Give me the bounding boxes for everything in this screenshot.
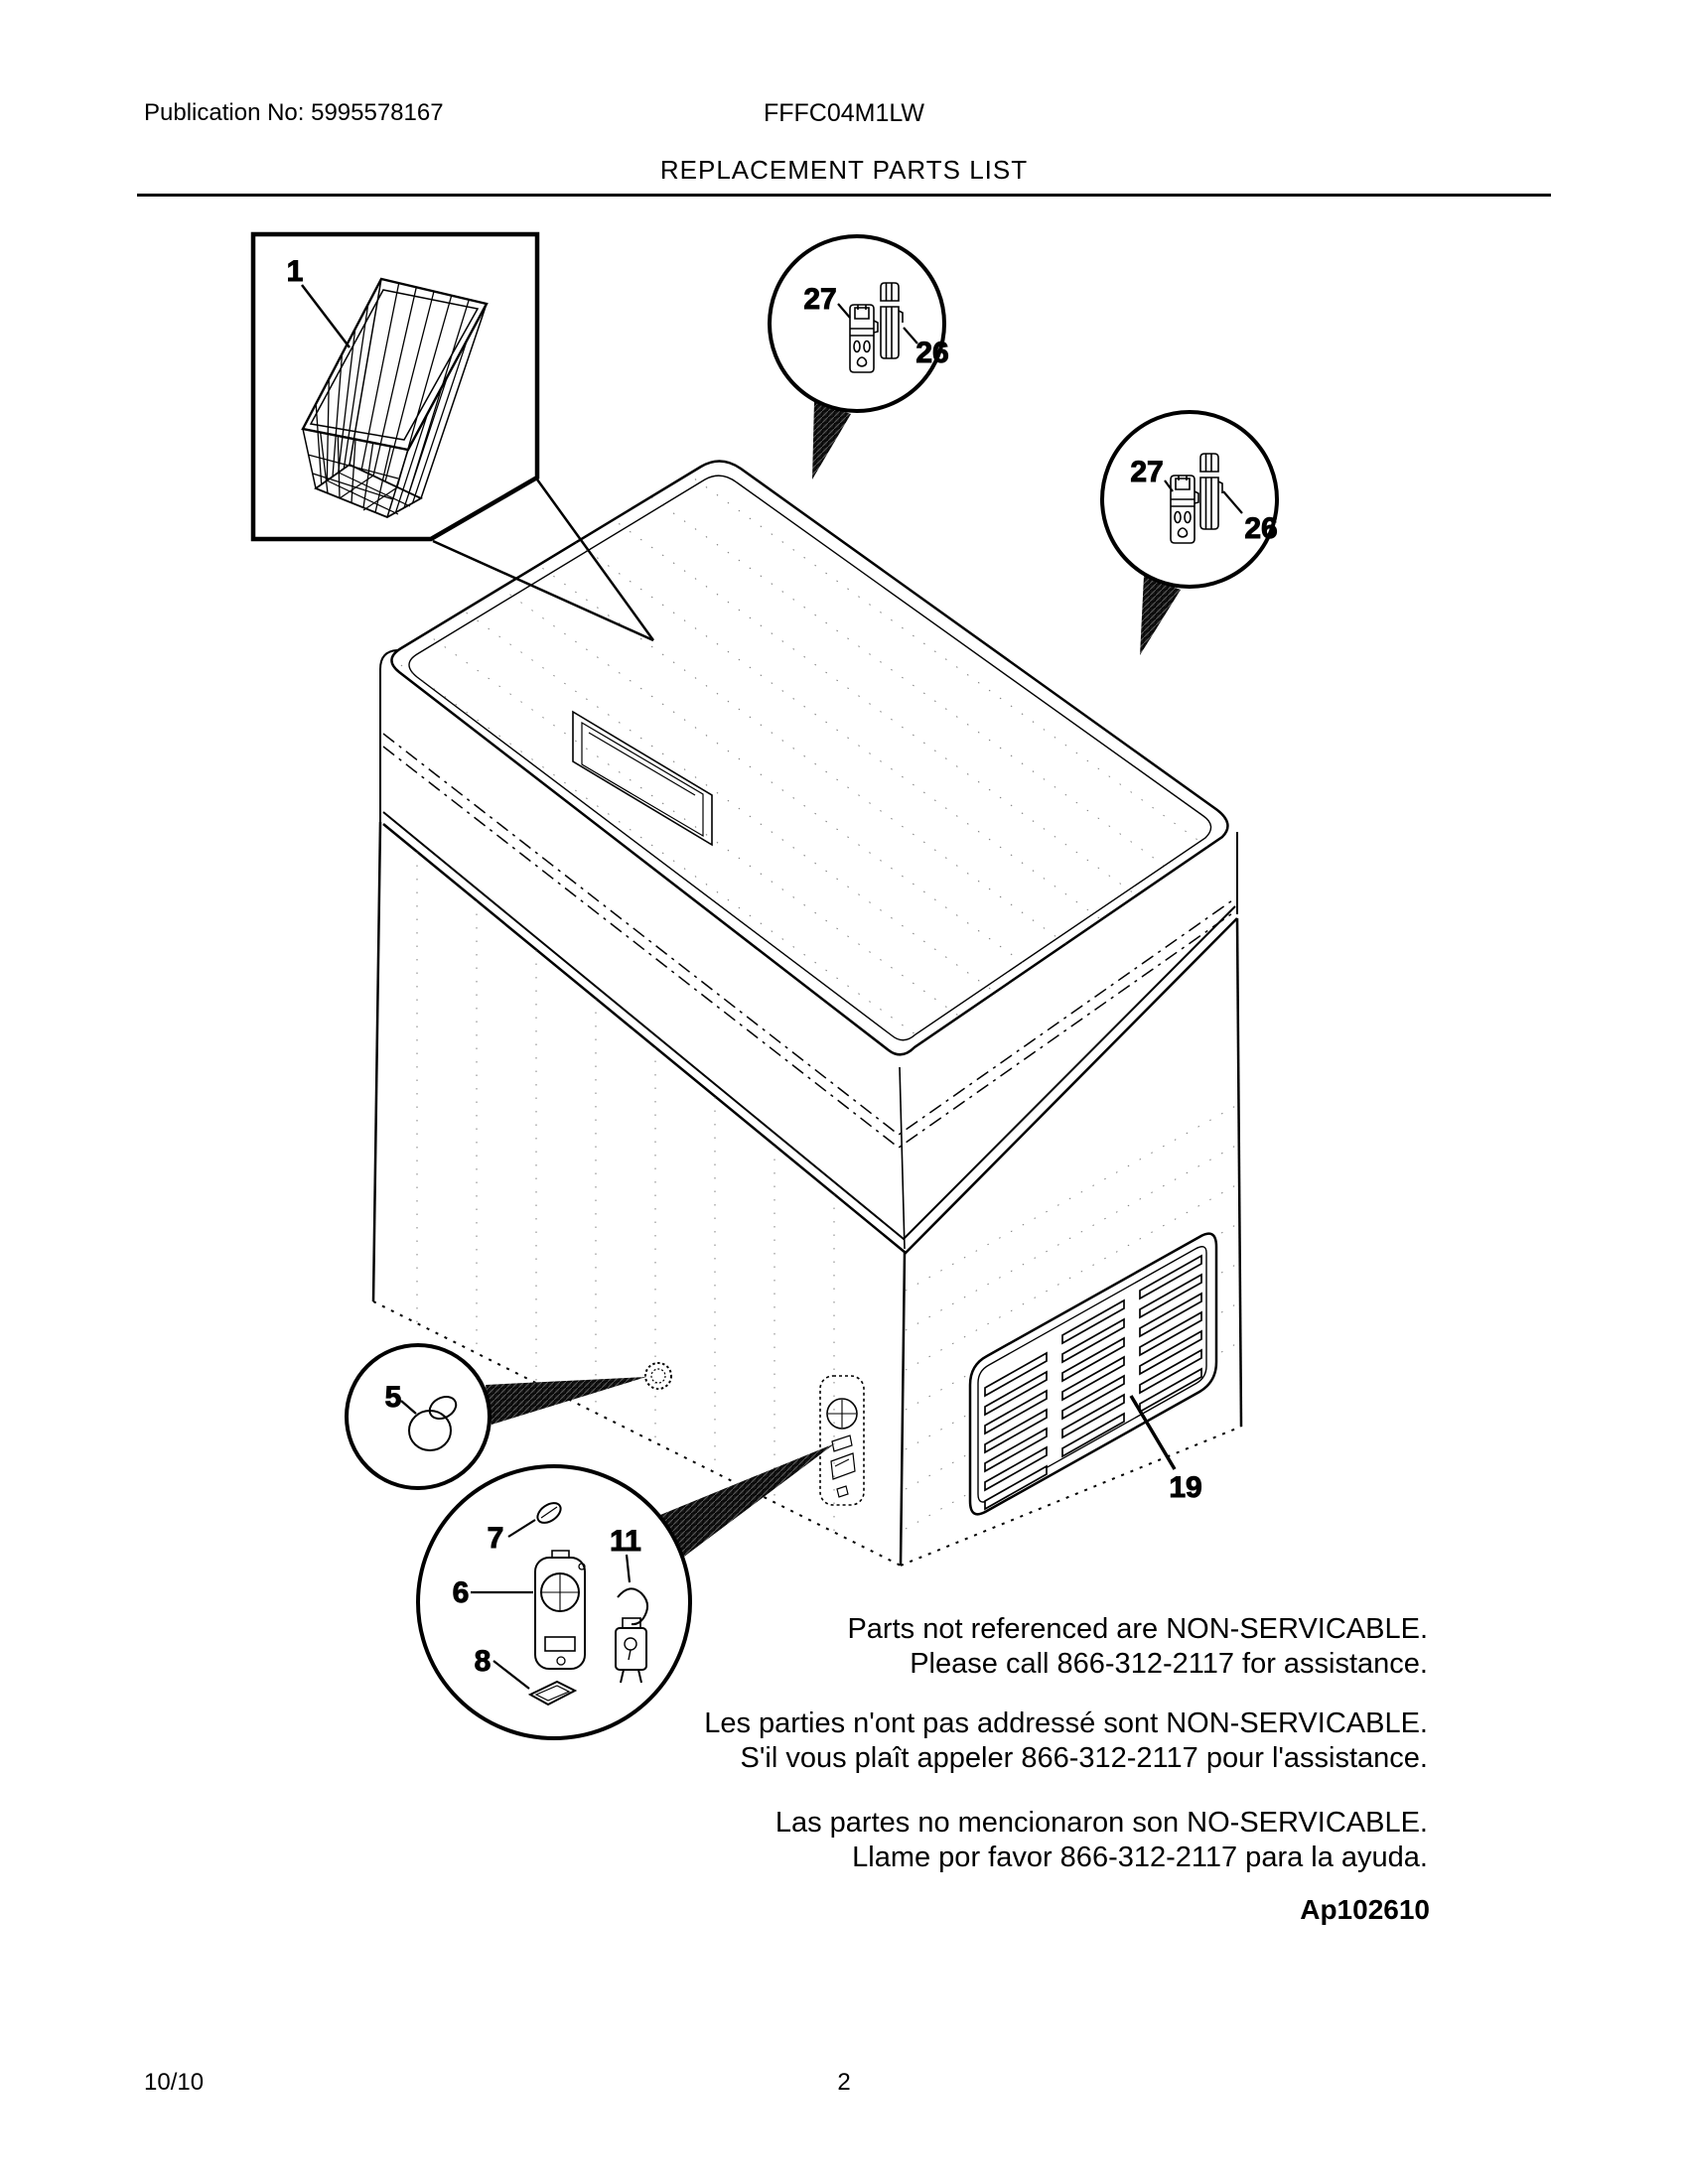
footer-page-number: 2 (837, 2069, 851, 2096)
page-title: REPLACEMENT PARTS LIST (659, 155, 1029, 185)
note-french-line2: S'il vous plaît appeler 866-312-2117 pour l'assistance. (740, 1742, 1428, 1774)
leader-basket (302, 285, 350, 347)
note-spanish (775, 1806, 1428, 1875)
callout-circle-27-26-b (1102, 412, 1278, 587)
callout-19 (1131, 1396, 1202, 1504)
note-spanish-line2: Llame por favor 866-312-2117 para la ayuda. (852, 1842, 1428, 1873)
callout-label-26b: 26 (1244, 512, 1278, 545)
note-spanish-line1: Las partes no mencionaron son NO-SERVICABLE. (774, 1807, 1428, 1839)
model-number: FFFC04M1LW (763, 99, 925, 127)
callout-label-27b: 27 (1130, 456, 1164, 488)
note-english-line2: Please call 866-312-2117 for assistance. (910, 1648, 1428, 1680)
callout-label-8: 8 (474, 1645, 492, 1678)
basket-drawing (303, 279, 487, 517)
callout-label-19: 19 (1169, 1471, 1202, 1504)
lid-handle (573, 712, 712, 845)
note-french-line1: Les parties n'ont pas addressé sont NON-SERVICABLE. (704, 1707, 1428, 1739)
callout-circle-6-7-8-11 (418, 1466, 690, 1738)
note-french (704, 1706, 1428, 1776)
publication-number: Publication No: 5995578167 (144, 99, 444, 126)
drain-plug (645, 1363, 671, 1389)
document-code: Ap102610 (1300, 1894, 1430, 1925)
basket-inset (253, 234, 653, 640)
callout-label-27a: 27 (803, 283, 837, 316)
callout-circle-5 (347, 1345, 490, 1488)
callout-circle-27-26-a (770, 236, 949, 411)
control-panel (820, 1376, 864, 1505)
callout-label-basket: 1 (286, 255, 304, 288)
callout-label-11: 11 (610, 1525, 641, 1558)
callout-label-7: 7 (487, 1522, 504, 1555)
freezer-drawing (357, 237, 1241, 1567)
callout-label-26a: 26 (915, 337, 949, 369)
callout-label-6: 6 (452, 1576, 470, 1609)
callout-label-5: 5 (384, 1381, 402, 1414)
note-english (847, 1612, 1428, 1682)
note-english-line1: Parts not referenced are NON-SERVICABLE. (847, 1613, 1428, 1645)
inset-pointer (433, 479, 653, 640)
footer-revision: 10/10 (144, 2069, 205, 2096)
